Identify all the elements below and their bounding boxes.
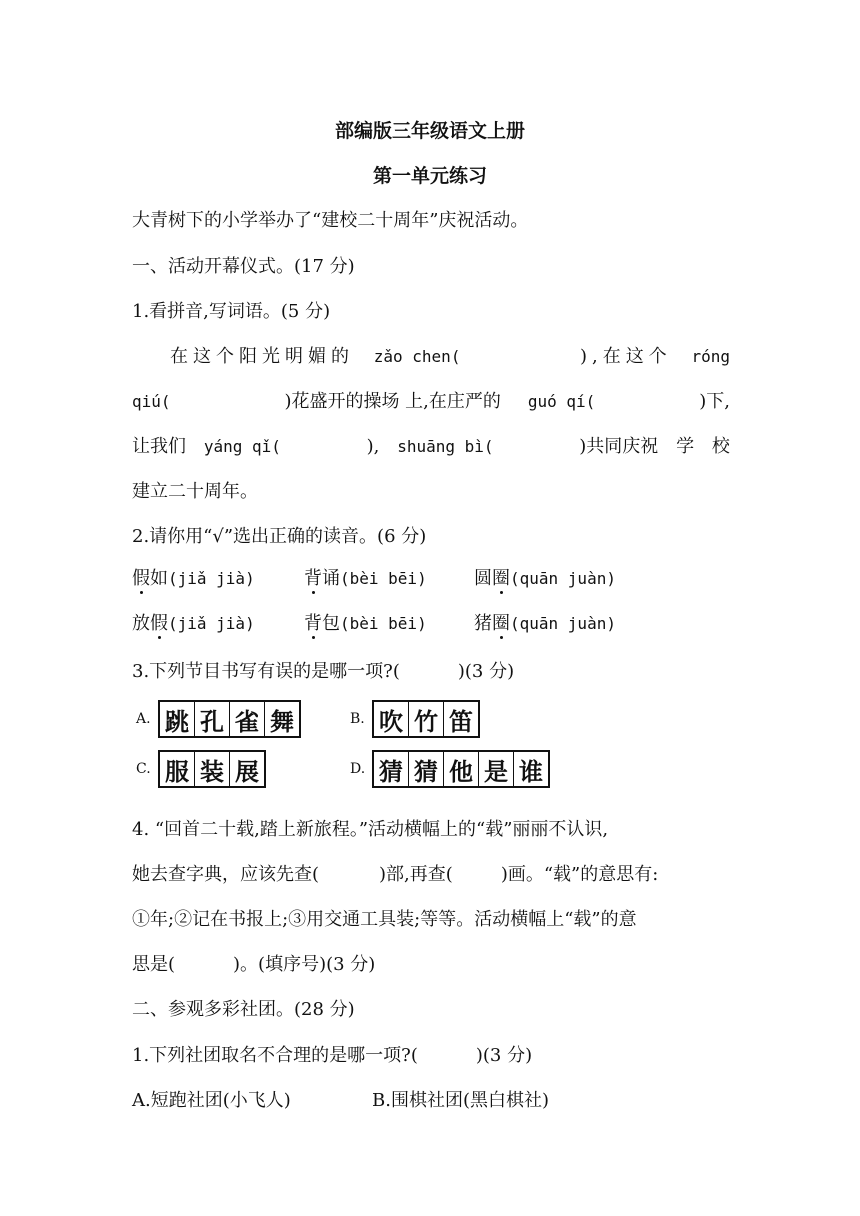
question-1-label: 1.看拼音,写词语。(5 分) <box>132 301 331 322</box>
option-d[interactable]: D. 猜 猜 他 是 谁 <box>350 750 550 788</box>
pinyin-line-3-text-b: ), <box>366 436 380 457</box>
pinyin-rong: róng <box>691 347 730 366</box>
reading-item-fangjia: 放假(jiǎ jià) <box>132 609 255 635</box>
pinyin-yangqi: yáng qǐ( <box>203 437 281 456</box>
pinyin-qiu: qiú( <box>132 392 171 411</box>
pinyin-line-3-text-e: 校 <box>711 436 730 457</box>
question-4-line-3: ①年;②记在书报上;③用交通工具装;等等。活动横幅上“载”的意 <box>132 909 637 930</box>
reading-row-2 <box>132 609 632 633</box>
pinyin-line-3 <box>132 432 730 458</box>
option-b[interactable]: B. 吹 竹 笛 <box>350 700 480 738</box>
question-4-line-2: 她去查字典，应该先查( )部,再查( )画。“载”的意思有: <box>132 864 659 885</box>
reading-item-zhujuan: 猪圈(quān juàn) <box>474 609 616 635</box>
pinyin-line-2 <box>132 387 730 413</box>
pinyin-line-3-text-a: 让我们 <box>132 436 186 457</box>
question-4-line-4: 思是( )。(填序号)(3 分) <box>132 954 376 975</box>
pinyin-line-1 <box>132 342 730 368</box>
question-3-label: 3.下列节目书写有误的是哪一项?( )(3 分) <box>132 661 515 682</box>
option-a[interactable]: A. 跳 孔 雀 舞 <box>136 700 301 738</box>
pinyin-line-2-text-a: )花盛开的操场 上,在庄严的 <box>284 391 501 412</box>
worksheet-title: 部编版三年级语文上册 <box>334 120 525 142</box>
option-c[interactable]: C. 服 装 展 <box>136 750 266 788</box>
worksheet-subtitle: 第一单元练习 <box>372 165 487 187</box>
reading-item-yuanquan: 圆圈(quān juàn) <box>474 564 616 590</box>
pinyin-shuangbi: shuāng bì( <box>397 437 494 456</box>
section2-question-1-label: 1.下列社团取名不合理的是哪一项?( )(3 分) <box>132 1045 533 1066</box>
reading-item-beibao: 背包(bèi bēi) <box>304 609 427 635</box>
pinyin-line-1-text-a: 在这个阳光明媚的 <box>170 346 354 367</box>
reading-item-jiaru: 假如(jiǎ jià) <box>132 564 255 590</box>
question-4-line-1: 4. “回首二十载,踏上新旅程。”活动横幅上的“载”丽丽不认识, <box>132 819 609 840</box>
reading-row-1 <box>132 564 632 588</box>
pinyin-line-2-text-b: )下, <box>699 391 730 412</box>
pinyin-guoqi: guó qí( <box>527 392 596 411</box>
option-d-boxes: 猜 猜 他 是 谁 <box>372 750 550 788</box>
section1-heading: 一、活动开幕仪式。(17 分) <box>132 256 355 277</box>
option-c-boxes: 服 装 展 <box>158 750 266 788</box>
intro-text: 大青树下的小学举办了“建校二十周年”庆祝活动。 <box>132 210 529 231</box>
option-a-boxes: 跳 孔 雀 舞 <box>158 700 301 738</box>
pinyin-line-1-text-b: ),在这个 <box>579 346 672 367</box>
pinyin-line-4: 建立二十周年。 <box>132 481 258 502</box>
option-b-boxes: 吹 竹 笛 <box>372 700 480 738</box>
question-2-label: 2.请你用“√”选出正确的读音。(6 分) <box>132 526 427 547</box>
pinyin-line-3-text-c: )共同庆祝 <box>579 436 659 457</box>
section2-q1-option-a: A.短跑社团(小飞人) <box>132 1090 291 1111</box>
section2-q1-option-b: B.围棋社团(黑白棋社) <box>372 1090 549 1111</box>
pinyin-line-3-text-d: 学 <box>676 436 695 457</box>
section2-heading: 二、参观多彩社团。(28 分) <box>132 999 355 1020</box>
pinyin-zaochen: zǎo chen( <box>373 347 461 366</box>
reading-item-beisong: 背诵(bèi bēi) <box>304 564 427 590</box>
